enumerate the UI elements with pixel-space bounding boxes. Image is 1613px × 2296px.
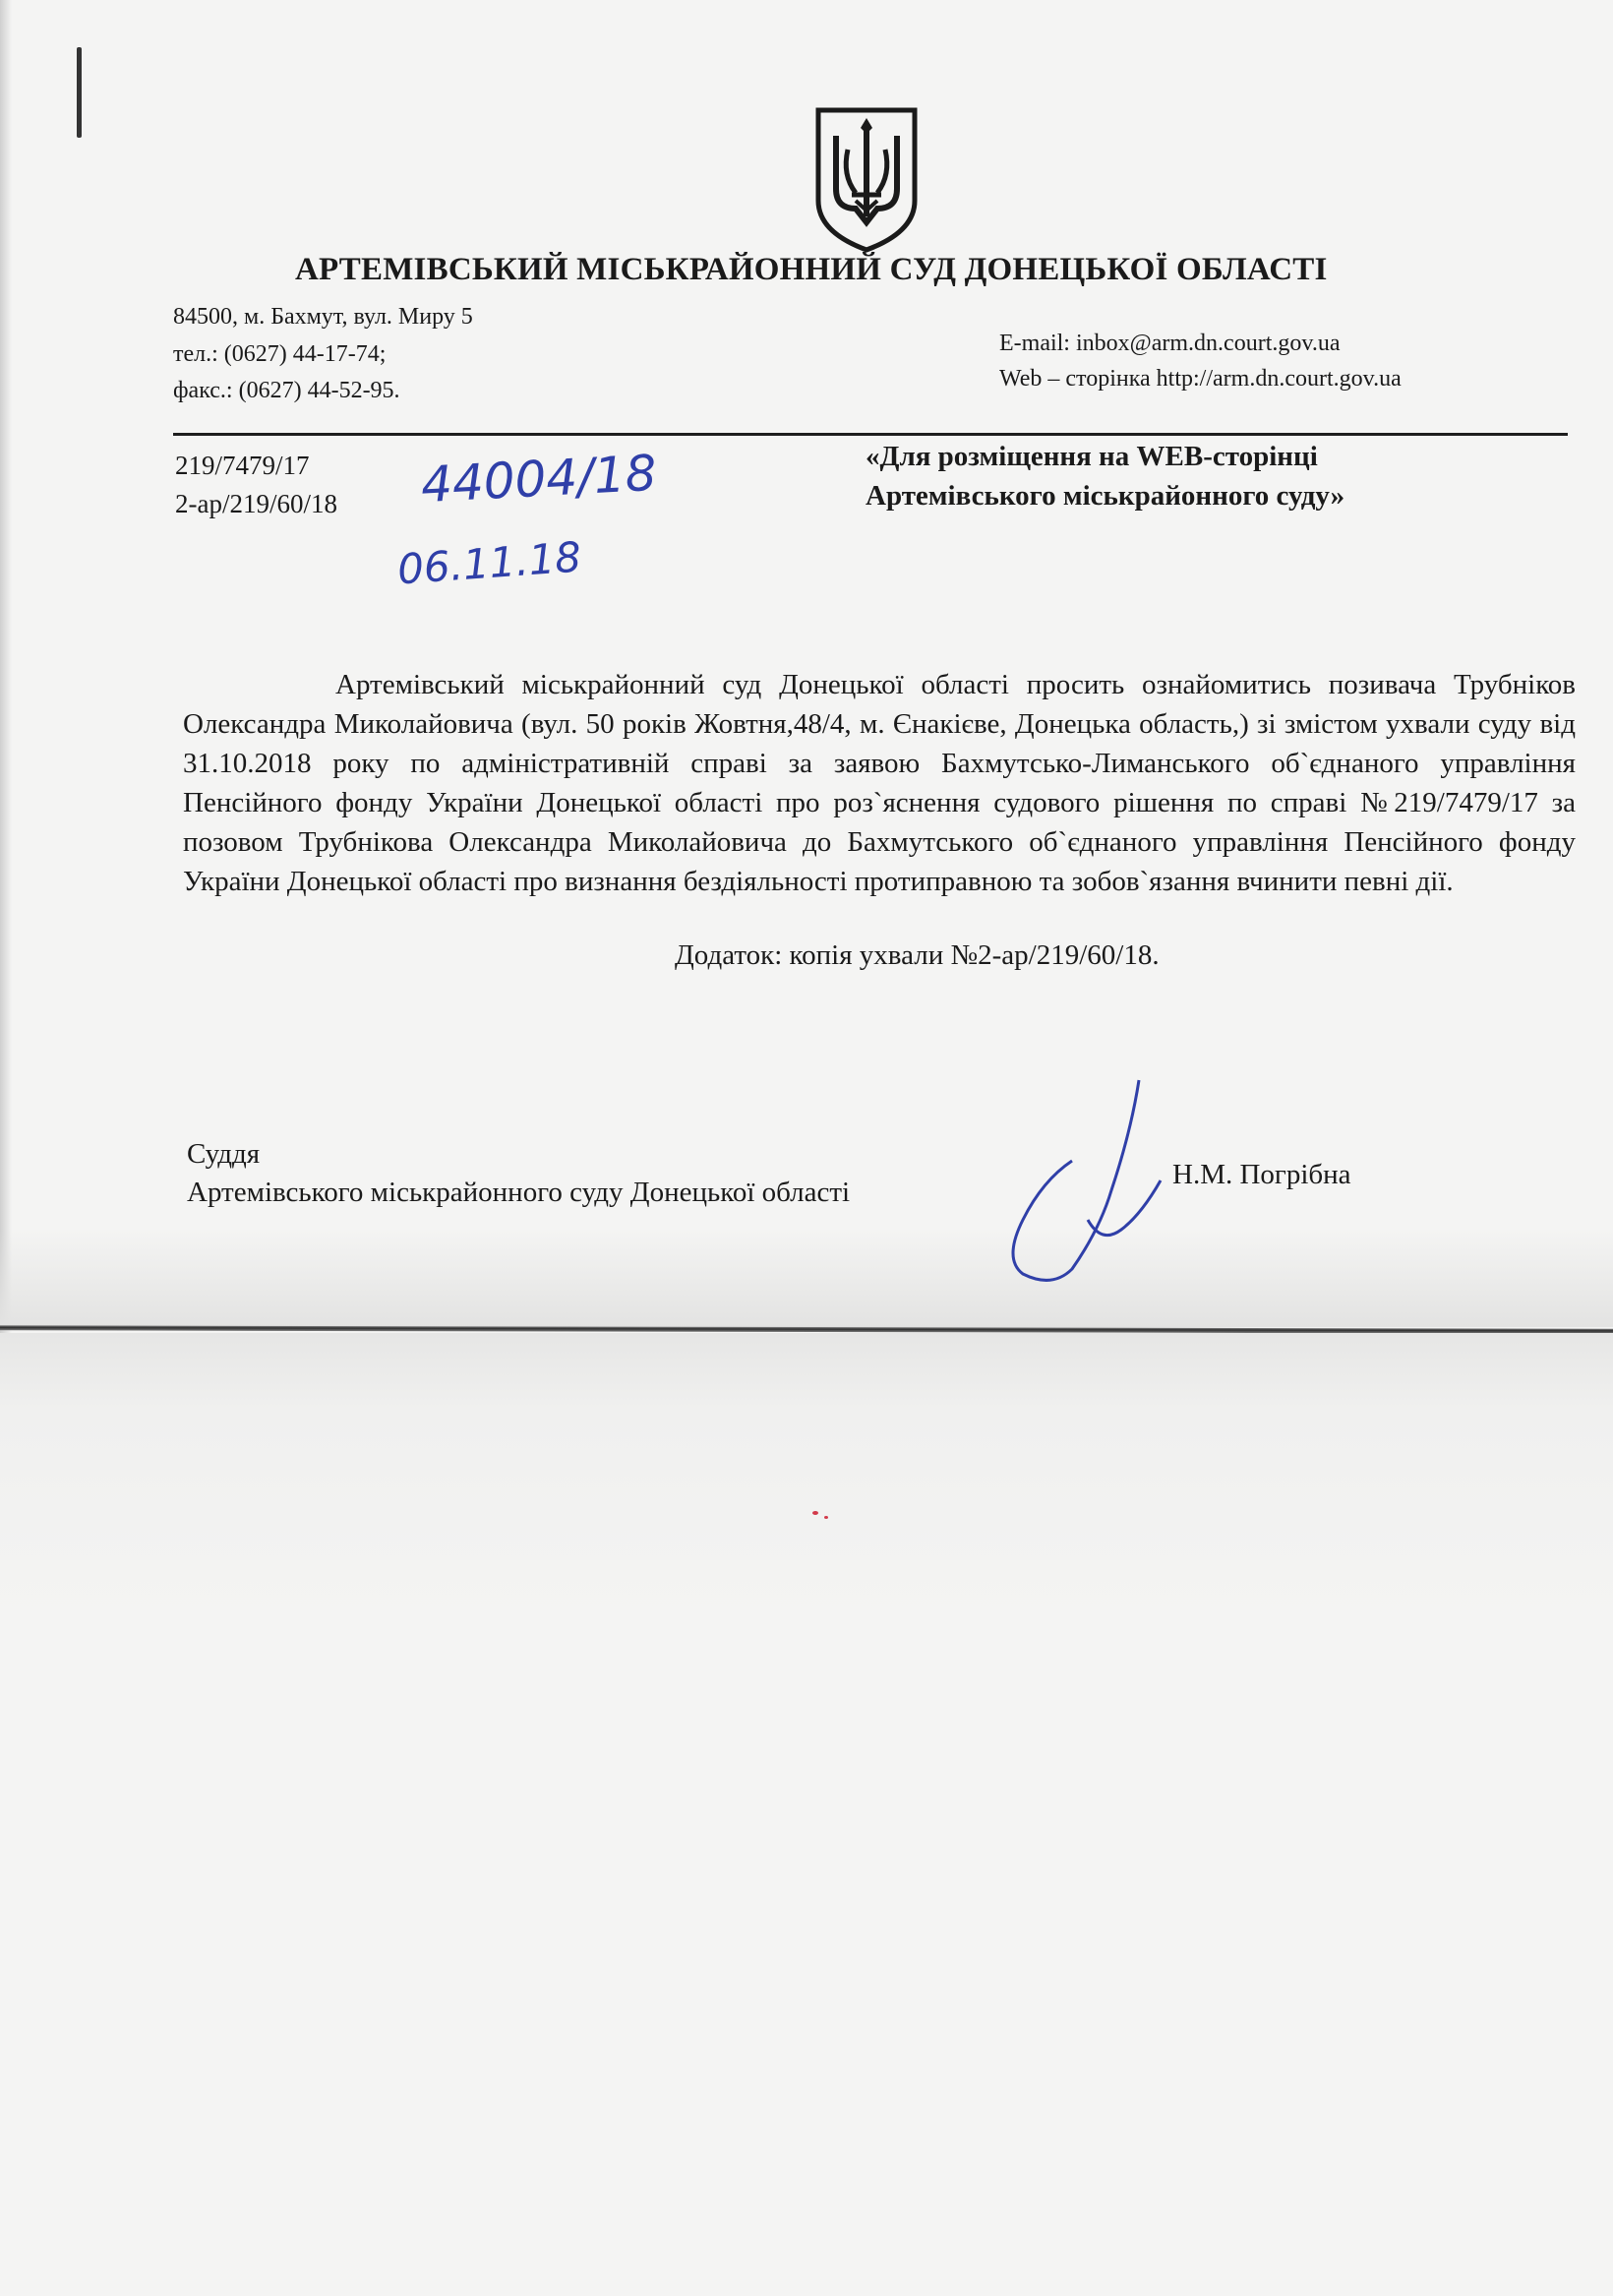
header-divider xyxy=(173,433,1568,436)
case-number: 219/7479/17 xyxy=(175,451,310,480)
letter-body xyxy=(183,665,1576,901)
attachment-note: Додаток: копія ухвали №2-ар/219/60/18. xyxy=(675,939,1160,971)
court-address: 84500, м. Бахмут, вул. Миру 5 xyxy=(173,304,473,330)
ink-speck xyxy=(812,1511,818,1515)
court-title: АРТЕМІВСЬКИЙ МІСЬКРАЙОННИЙ СУД ДОНЕЦЬКОЇ ОБЛАСТІ xyxy=(295,252,1328,287)
proceeding-number: 2-ар/219/60/18 xyxy=(175,489,337,518)
fold-shadow-top xyxy=(0,1230,1613,1327)
letter-paragraph: Артемівський міськрайонний суд Донецької області просить ознайомитись позивача Трубніков Олександра Миколайовича (вул. 50 років Жовтня,48/4, м. Єнакієве, Донецька область,) зі змістом ухвали суду від 31.10.2018 року по адміністративній справі за заявою Бахмутсько-Лиманського об`єднаного управління Пенсійного фонду України Донецької області про роз`яснення судового рішення по справі №219/7479/17 за позовом Трубнікова Олександра Миколайовича до Бахмутського об`єднаного управління Пенсійного фонду України Донецької області про визнання бездіяльності протиправною та зобов`язання вчинити певні дії. xyxy=(183,669,1576,897)
publication-note xyxy=(866,437,1344,515)
ink-speck xyxy=(824,1516,828,1519)
judge-name: Н.М. Погрібна xyxy=(1172,1159,1351,1190)
scan-edge-mark xyxy=(77,47,82,138)
handwritten-date-annotation: 06.11.18 xyxy=(395,532,583,594)
coat-of-arms-icon xyxy=(812,106,921,254)
handwritten-registration-number: 44004/18 xyxy=(419,444,658,514)
judge-position: Суддя xyxy=(187,1138,261,1170)
signature-icon xyxy=(993,1072,1190,1289)
court-website: Web – сторінка http://arm.dn.court.gov.ua xyxy=(999,366,1402,392)
court-email: E-mail: inbox@arm.dn.court.gov.ua xyxy=(999,331,1341,356)
judge-title xyxy=(187,1135,850,1212)
court-phone: тел.: (0627) 44-17-74; xyxy=(173,341,387,367)
fold-shadow-bottom xyxy=(0,1333,1613,2296)
publication-note-line: «Для розміщення на WEB-сторінці xyxy=(866,441,1318,472)
judge-court: Артемівського міськрайонного суду Донецької області xyxy=(187,1177,851,1208)
court-fax: факс.: (0627) 44-52-95. xyxy=(173,378,400,403)
publication-note-line: Артемівського міськрайонного суду» xyxy=(866,480,1345,512)
